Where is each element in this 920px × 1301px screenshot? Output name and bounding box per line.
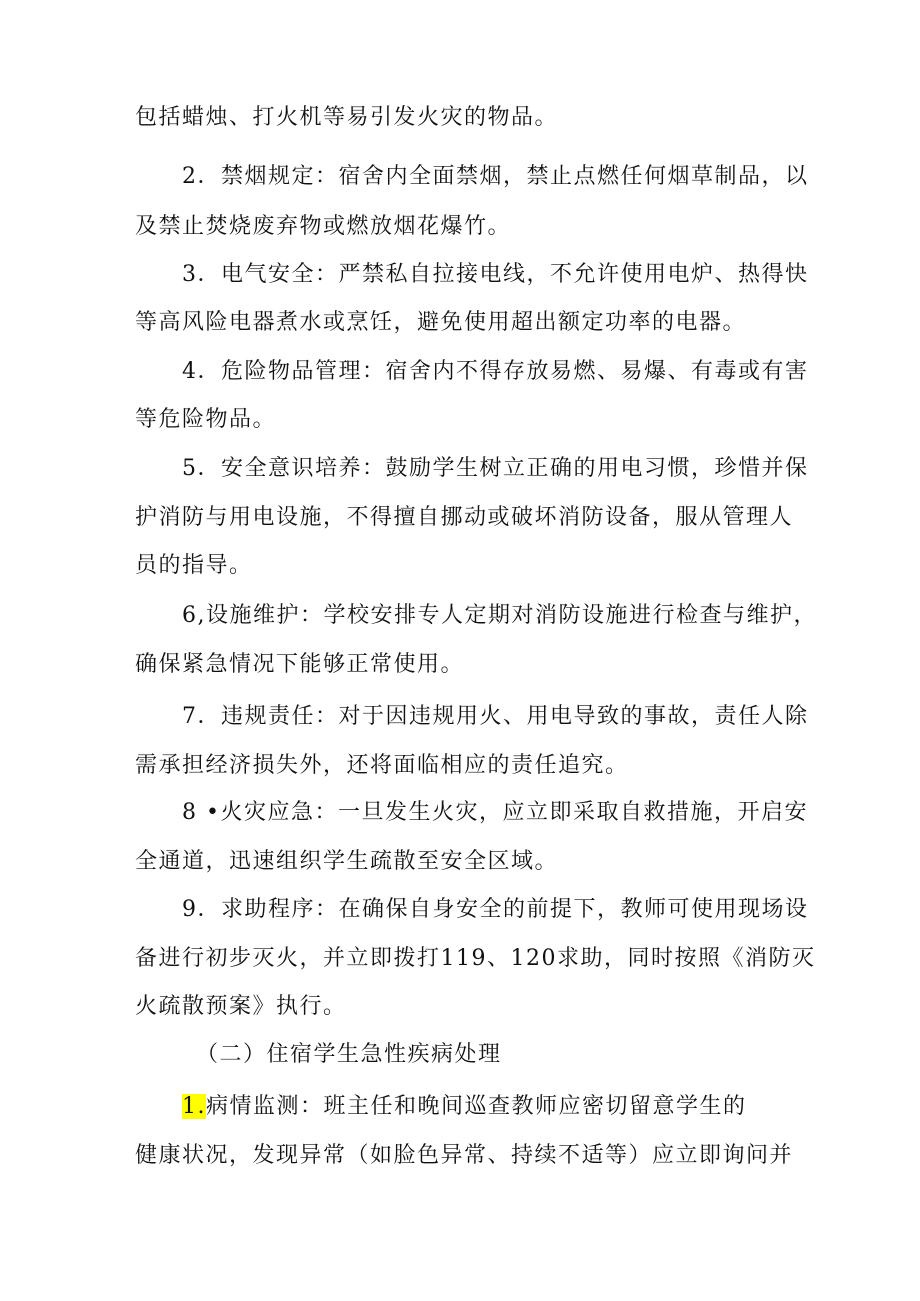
text-line: 等高风险电器煮水或烹饪，避免使用超出额定功率的电器。 (135, 310, 747, 335)
text-line: 护消防与用电设施，不得擅自挪动或破坏消防设备，服从管理人 (135, 505, 794, 530)
list-item-6: 6,设施维护：学校安排专人定期对消防设施进行检查与维护， (182, 603, 817, 628)
list-item-9: 9．求助程序：在确保自身安全的前提下，教师可使用现场设 (182, 897, 809, 922)
text-line: 包括蜡烛、打火机等易引发火灾的物品。 (135, 105, 559, 130)
text-line: 备进行初步灭火，并立即拨打119、120求助，同时按照《消防灭 (135, 946, 816, 971)
text-line: 等危险物品。 (135, 407, 277, 432)
list-item-1 (182, 1092, 747, 1122)
text-line: 全通道，迅速组织学生疏散至安全区域。 (135, 849, 559, 874)
list-item-4: 4．危险物品管理：宿舍内不得存放易燃、易爆、有毒或有害 (182, 359, 809, 384)
list-item-2: 2．禁烟规定：宿舍内全面禁烟，禁止点燃任何烟草制品，以 (182, 164, 809, 189)
text-line: 确保紧急情况下能够正常使用。 (135, 652, 465, 677)
section-heading: （二）住宿学生急性疾病处理 (196, 1042, 502, 1067)
highlighted-number: 1. (182, 1094, 206, 1119)
text-line: 健康状况，发现异常（如脸色异常、持续不适等）应立即询问并 (135, 1143, 794, 1168)
text-line: 需承担经济损失外，还将面临相应的责任追究。 (135, 753, 629, 778)
text-line: 员的指导。 (135, 553, 253, 578)
list-item-text: 病情监测：班主任和晚间巡查教师应密切留意学生的 (206, 1094, 747, 1119)
text-line: 及禁止焚烧废弃物或燃放烟花爆竹。 (135, 214, 512, 239)
text-line: 火疏散预案》执行。 (135, 994, 347, 1019)
list-item-7: 7．违规责任：对于因违规用火、用电导致的事故，责任人除 (182, 704, 809, 729)
list-item-3: 3．电气安全：严禁私自拉接电线，不允许使用电炉、热得快 (182, 262, 809, 287)
list-item-8: 8 •火灾应急：一旦发生火灾，应立即采取自救措施，开启安 (182, 800, 808, 825)
list-item-5: 5．安全意识培养：鼓励学生树立正确的用电习惯，珍惜并保 (182, 456, 809, 481)
